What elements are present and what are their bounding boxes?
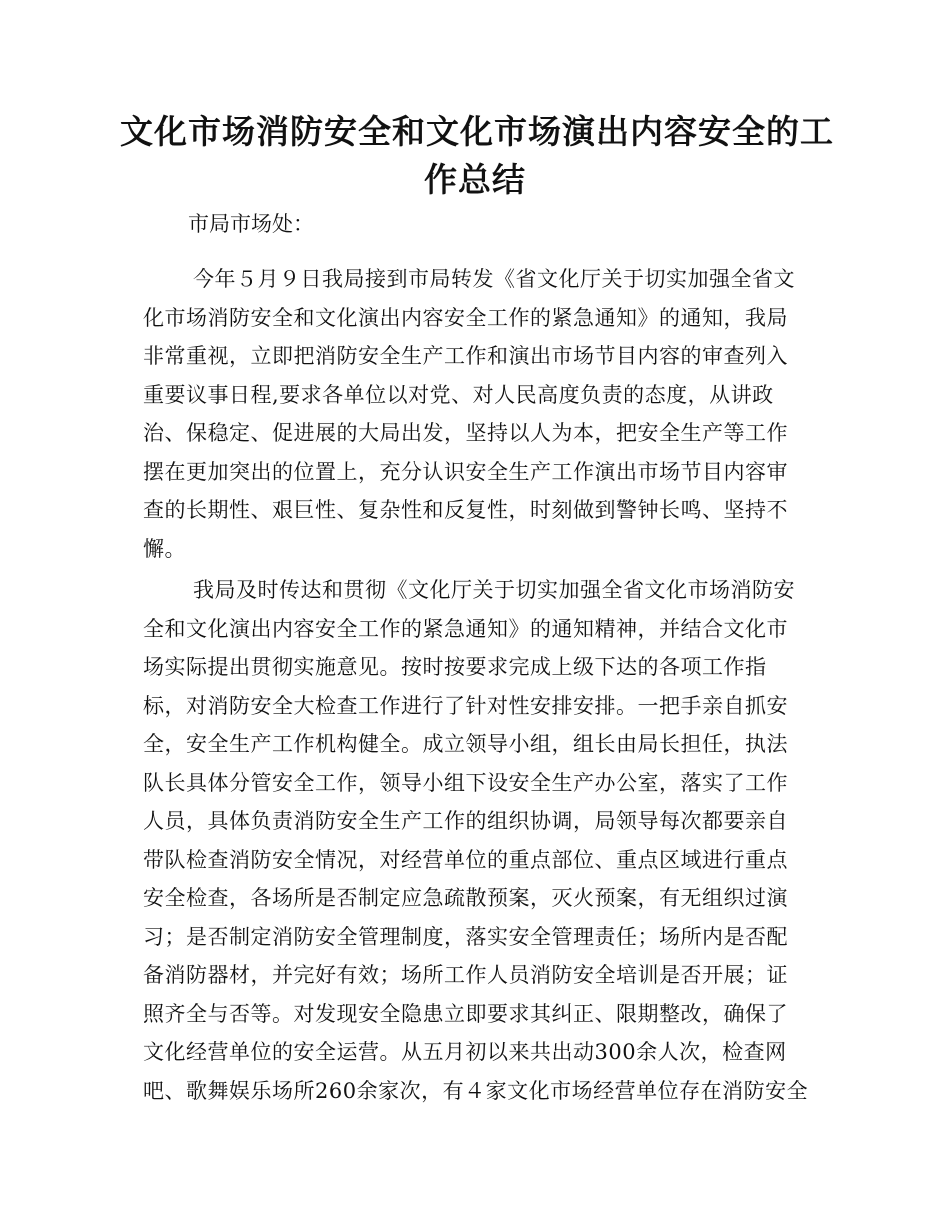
paragraph-line: 我局及时传达和贯彻《文化厅关于切实加强全省文化市场消防安 bbox=[193, 578, 795, 602]
paragraph-line: 懈。 bbox=[143, 536, 186, 561]
paragraph-line: 习；是否制定消防安全管理制度，落实安全管理责任；场所内是否配 bbox=[143, 924, 788, 949]
salutation: 市局市场处： bbox=[188, 212, 314, 236]
paragraph-line: 场实际提出贯彻实施意见。按时按要求完成上级下达的各项工作指 bbox=[143, 655, 767, 679]
document-title bbox=[120, 108, 834, 204]
paragraph-line: 安全检查，各场所是否制定应急疏散预案，灭火预案，有无组织过演 bbox=[143, 886, 788, 910]
paragraph-line: 人员，具体负责消防安全生产工作的组织协调，局领导每次都要亲自 bbox=[143, 809, 788, 833]
paragraph-line: 全，安全生产工作机构健全。成立领导小组，组长由局长担任，执法 bbox=[143, 732, 788, 756]
paragraph-line: 带队检查消防安全情况，对经营单位的重点部位、重点区域进行重点 bbox=[143, 847, 788, 872]
paragraph-line: 查的长期性、艰巨性、复杂性和反复性，时刻做到警钟长鸣、坚持不 bbox=[143, 498, 788, 522]
paragraph-2 bbox=[143, 571, 823, 1110]
paragraph-line: 今年５月９日我局接到市局转发《省文化厅关于切实加强全省文 bbox=[193, 267, 795, 291]
paragraph-1 bbox=[143, 260, 823, 568]
paragraph-line: 摆在更加突出的位置上，充分认识安全生产工作演出市场节目内容审 bbox=[143, 459, 788, 484]
paragraph-line: 全和文化演出内容安全工作的紧急通知》的通知精神，并结合文化市 bbox=[143, 616, 788, 641]
paragraph-line: 队长具体分管安全工作，领导小组下设安全生产办公室，落实了工作 bbox=[143, 770, 788, 795]
paragraph-line: 备消防器材，并完好有效；场所工作人员消防安全培训是否开展；证 bbox=[143, 963, 788, 987]
paragraph-line: 重要议事日程,要求各单位以对党、对人民高度负责的态度，从讲政 bbox=[143, 382, 774, 407]
title-line-2: 作总结 bbox=[424, 160, 526, 199]
paragraph-line: 非常重视，立即把消防安全生产工作和演出市场节目内容的审查列入 bbox=[143, 344, 788, 368]
paragraph-line: 吧、歌舞娱乐场所260余家次，有４家文化市场经营单位存在消防安全 bbox=[143, 1078, 809, 1103]
paragraph-line: 标，对消防安全大检查工作进行了针对性安排安排。一把手亲自抓安 bbox=[143, 693, 788, 718]
paragraph-line: 照齐全与否等。对发现安全隐患立即要求其纠正、限期整改，确保了 bbox=[143, 1001, 788, 1026]
paragraph-line: 文化经营单位的安全运营。从五月初以来共出动300余人次，检查网 bbox=[143, 1040, 787, 1064]
title-line-1: 文化市场消防安全和文化市场演出内容安全的工 bbox=[120, 112, 834, 151]
paragraph-line: 治、保稳定、促进展的大局出发，坚持以人为本，把安全生产等工作 bbox=[143, 421, 788, 445]
paragraph-line: 化市场消防安全和文化演出内容安全工作的紧急通知》的通知，我局 bbox=[143, 305, 788, 330]
